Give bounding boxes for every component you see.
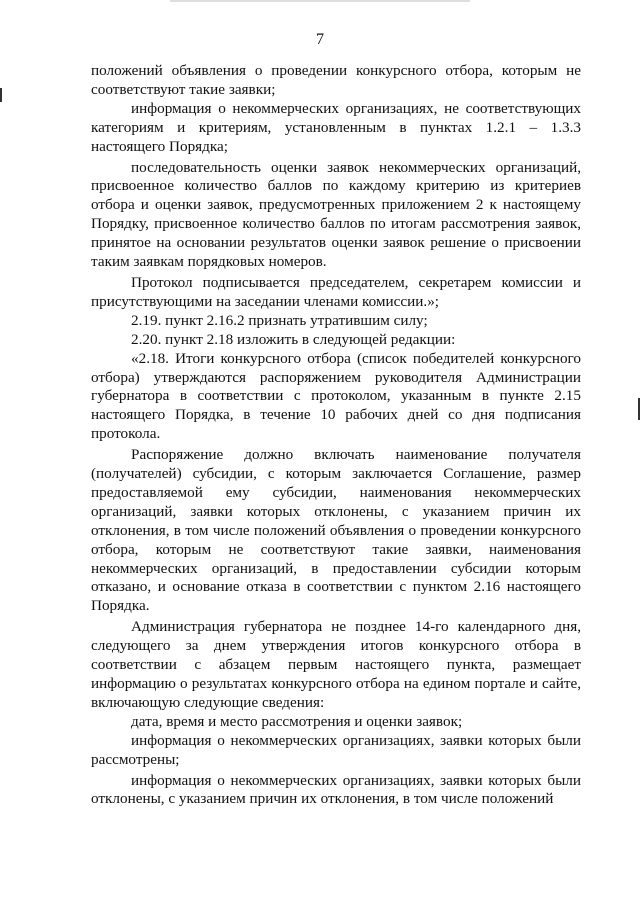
- page-number: 7: [316, 31, 324, 48]
- paragraph-12: информация о некоммерческих организациях, заявки которых были отклонены, с указанием причин их отклонения, в том числе положений: [91, 771, 581, 808]
- scan-left-edge-mark: [0, 88, 2, 102]
- paragraph-4: Протокол подписывается председателем, секретарем комиссии и присутствующими на заседании членами комиссии.»;: [91, 273, 581, 310]
- paragraph-8: Распоряжение должно включать наименование получателя (получателей) субсидии, с которым заключается Соглашение, размер предоставляемой ему субсидии, наименования некоммерческих организаций, заявки которых отклонены, с указанием причин их отклонения, в том числе положений объявления о проведении конкурсного отбора, которым не соответствуют такие заявки, наименования некоммерческих организаций, в предоставлении субсидии которым отказано, и основание отказа в соответствии с пунктом 2.16 настоящего Порядка.: [91, 446, 581, 615]
- document-body: [91, 62, 581, 809]
- paragraph-1: положений объявления о проведении конкурсного отбора, которым не соответствуют такие заявки;: [91, 62, 581, 98]
- paragraph-5: 2.19. пункт 2.16.2 признать утратившим силу;: [131, 311, 428, 329]
- paragraph-10: дата, время и место рассмотрения и оценки заявок;: [131, 712, 463, 730]
- paragraph-3: последовательность оценки заявок некоммерческих организаций, присвоенное количество баллов по каждому критерию из критериев отбора и оценки заявок, предусмотренных приложением 2 к настоящему Порядку, присвоенное количество баллов по итогам рассмотрения заявок, принятое на основании результатов оценки заявок решение о присвоении таким заявкам порядковых номеров.: [91, 158, 581, 271]
- scan-top-edge: [170, 0, 470, 2]
- paragraph-7: «2.18. Итоги конкурсного отбора (список победителей конкурсного отбора) утверждаются распоряжением руководителя Администрации губернатора в соответствии с протоколом, указанным в пункте 2.15 настоящего Порядка, в течение 10 рабочих дней со дня подписания протокола.: [91, 349, 581, 443]
- paragraph-11: информация о некоммерческих организациях, заявки которых были рассмотрены;: [91, 731, 581, 768]
- paragraph-2: информация о некоммерческих организациях, не соответствующих категориям и критериям, установленным в пунктах 1.2.1 – 1.3.3 настоящего Порядка;: [91, 99, 581, 155]
- paragraph-9: Администрация губернатора не позднее 14-го календарного дня, следующего за днем утверждения итогов конкурсного отбора в соответствии с абзацем первым настоящего пункта, размещает информацию о результатах конкурсного отбора на едином портале и сайте, включающую следующие сведения:: [91, 618, 581, 711]
- paragraph-6: 2.20. пункт 2.18 изложить в следующей редакции:: [131, 330, 456, 348]
